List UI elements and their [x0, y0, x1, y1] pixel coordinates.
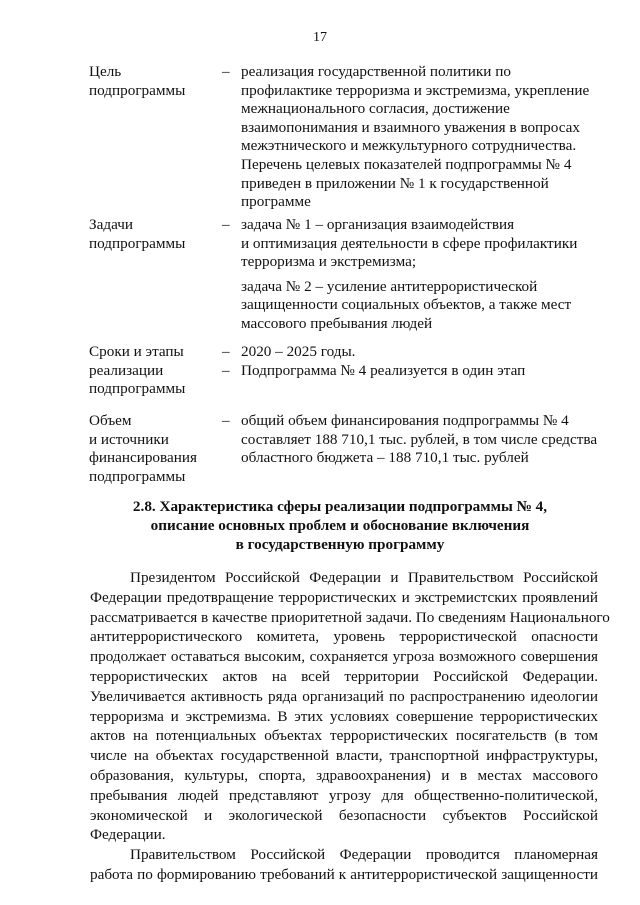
paragraph-line: терроризма и экстремизма. В этих условиях совершение террористических	[90, 707, 598, 725]
label-line: и источники	[89, 430, 169, 448]
passport-value	[241, 343, 609, 380]
paragraph-line: актов на потенциальных объектах террористических посягательств (в том	[90, 727, 598, 745]
value-line: терроризма и экстремизма;	[241, 253, 417, 271]
value-line: межнационального согласия, достижение	[241, 100, 510, 118]
passport-dash	[222, 216, 232, 235]
paragraph-line: экономической и экологической безопасности субъектов Российской	[90, 806, 598, 824]
paragraph-line: террористических актов на всей территории Российской Федерации.	[90, 667, 598, 685]
dash: –	[222, 343, 230, 360]
label-line: реализации	[89, 361, 164, 379]
value-line: 2020 – 2025 годы.	[241, 343, 356, 360]
value-line: составляет 188 710,1 тыс. рублей, в том числе средства	[241, 430, 598, 448]
value-line: задача № 1 – организация взаимодействия	[241, 216, 515, 233]
label-line: подпрограммы	[89, 467, 186, 485]
label-line: Цель	[89, 63, 122, 80]
value-line: и оптимизация деятельности в сфере профилактики	[241, 234, 578, 252]
dash: –	[222, 63, 230, 80]
passport-dash	[222, 412, 232, 431]
value-line: реализация государственной политики по	[241, 63, 511, 80]
heading-line: 2.8. Характеристика сферы реализации подпрограммы № 4,	[132, 498, 548, 515]
value-line: общий объем финансирования подпрограммы № 4	[241, 412, 569, 429]
page-number: 17	[313, 30, 327, 45]
value-line: массового пребывания людей	[241, 314, 433, 332]
label-line: подпрограммы	[89, 380, 186, 398]
value-line: Перечень целевых показателей подпрограммы № 4	[241, 155, 572, 173]
paragraph-line: Правительством Российской Федерации проводится планомерная	[130, 846, 598, 864]
paragraph-line: Увеличивается активность ряда организаций по распространению идеологии	[90, 687, 598, 705]
passport-dash	[222, 343, 232, 380]
value-line: защищенности социальных объектов, а также мест	[241, 296, 572, 314]
label-line: Сроки и этапы	[89, 343, 184, 360]
value-line: приведен в приложении № 1 к государственной	[241, 174, 549, 192]
passport-label	[89, 216, 219, 253]
passport-label	[89, 343, 219, 399]
heading-line: описание основных проблем и обоснование включения	[150, 517, 530, 534]
value-line: межэтнического и межкультурного сотрудничества.	[241, 137, 577, 155]
label-line: финансирования	[89, 449, 197, 467]
passport-label	[89, 63, 219, 100]
value-line: задача № 2 – усиление антитеррористической	[241, 277, 538, 295]
task-1	[241, 216, 609, 272]
passport-dash	[222, 63, 232, 82]
paragraph-line: пребывания людей представляют угрозу для общественно-политической,	[90, 786, 598, 804]
paragraph-line: Федерации.	[90, 826, 166, 844]
label-line: подпрограммы	[89, 81, 186, 99]
passport-label	[89, 412, 219, 486]
label-line: Задачи	[89, 216, 133, 233]
paragraph-line: антитеррористического комитета, уровень террористической опасности	[90, 628, 598, 646]
body-text	[90, 568, 610, 885]
dash: –	[222, 361, 230, 379]
value-line: Подпрограмма № 4 реализуется в один этап	[241, 361, 526, 379]
label-line: Объем	[89, 412, 132, 429]
value-line: программе	[241, 193, 311, 211]
paragraph-line: работа по формированию требований к антитеррористической защищенности	[90, 865, 598, 883]
paragraph-line: числе на объектах государственной власти, транспортной инфраструктуры,	[90, 747, 598, 765]
paragraph-line: образования, культуры, спорта, здравоохранения) и в местах массового	[90, 766, 598, 784]
heading-line: в государственную программу	[235, 536, 445, 553]
passport-value	[241, 412, 609, 468]
paragraph-line: продолжает оставаться высоким, сохраняется угроза возможного совершения	[90, 648, 598, 666]
passport-value	[241, 63, 609, 212]
paragraph-line: Федерации предотвращение террористических и экстремистских проявлений	[90, 588, 598, 606]
paragraph-line: Президентом Российской Федерации и Правительством Российской	[130, 569, 598, 586]
paragraph-line: рассматривается в качестве приоритетной задачи. По сведениям Национального	[90, 608, 610, 626]
value-line: профилактике терроризма и экстремизма, укрепление	[241, 81, 590, 99]
task-2	[241, 278, 609, 334]
dash: –	[222, 412, 230, 429]
label-line: подпрограммы	[89, 234, 186, 252]
section-heading	[80, 497, 600, 554]
value-line: взаимопонимания и взаимного уважения в вопросах	[241, 118, 581, 136]
dash: –	[222, 216, 230, 233]
value-line: областного бюджета – 188 710,1 тыс. рублей	[241, 449, 529, 467]
passport-value	[241, 216, 609, 334]
